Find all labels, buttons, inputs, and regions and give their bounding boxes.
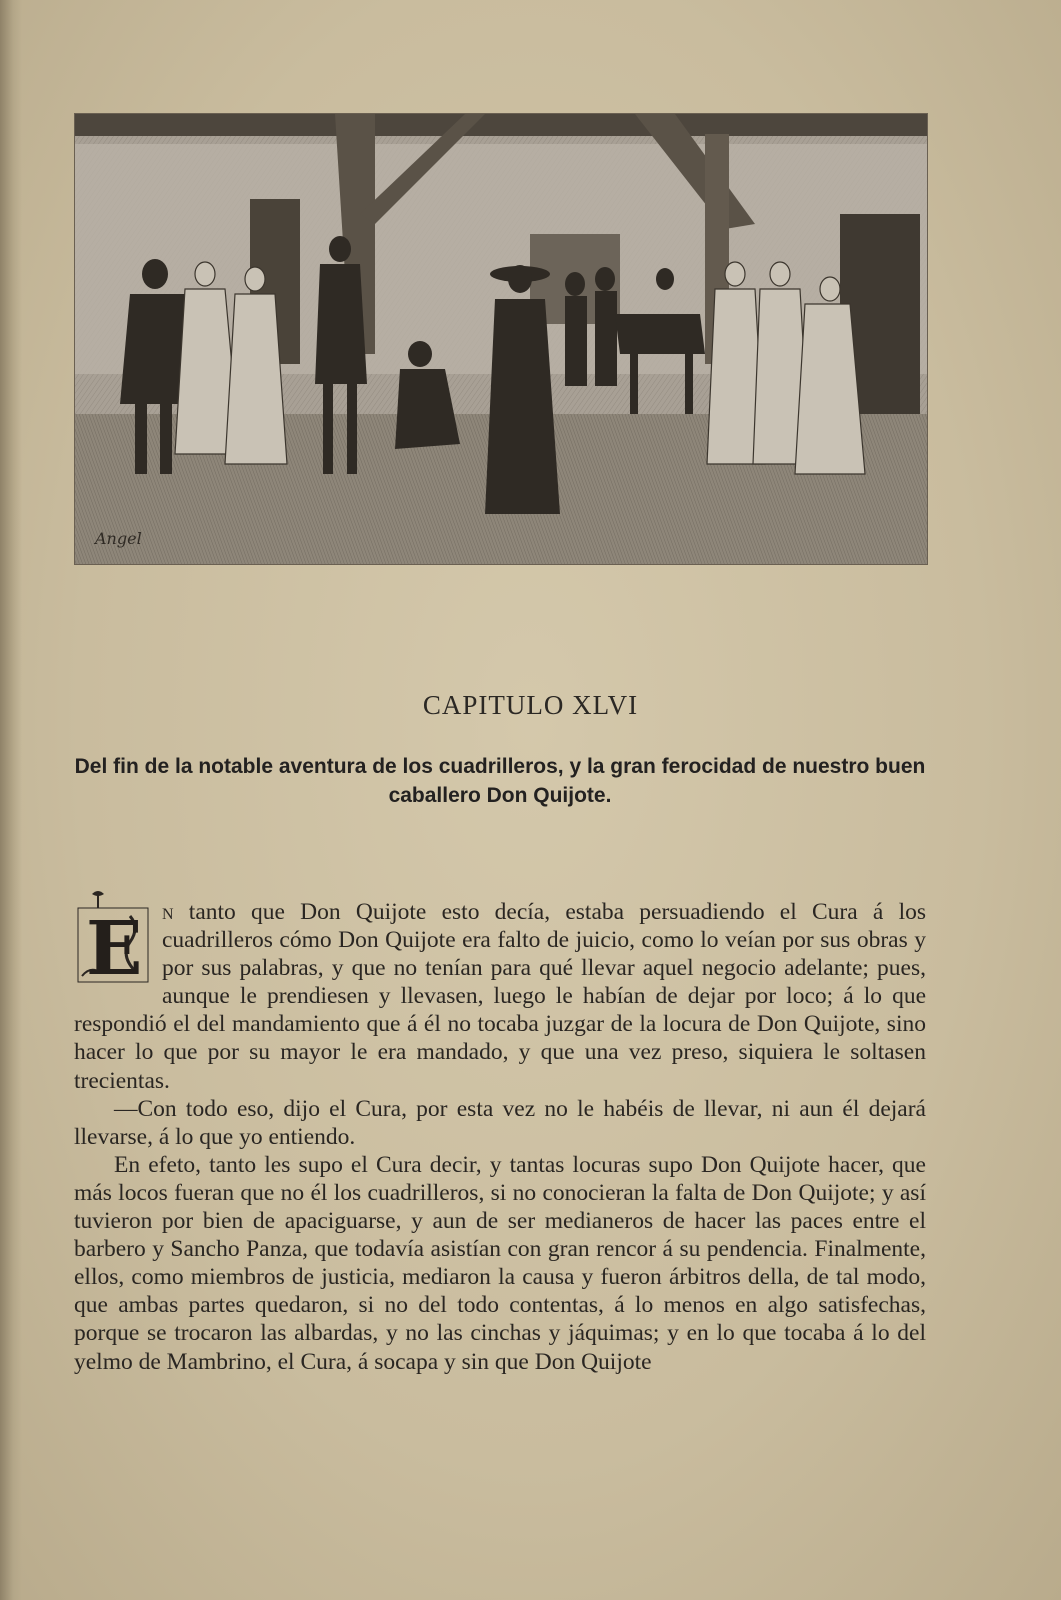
- page-gutter-shadow: [0, 0, 22, 1600]
- drop-cap-letter: E: [86, 906, 143, 988]
- chapter-illustration: [74, 113, 928, 565]
- chapter-body: [74, 898, 926, 1376]
- first-word-rest: n: [162, 899, 174, 925]
- paragraph-2: —Con todo eso, dijo el Cura, por esta vez no le habéis de llevar, ni aun él dejará llevarse, á lo que yo entiendo.: [74, 1095, 926, 1150]
- engraving-image: [75, 114, 927, 564]
- paragraph-3: En efeto, tanto les supo el Cura decir, y tantas locuras supo Don Quijote hacer, que más locos fueran que no él los cuadrilleros, si no conocieran la falta de Don Quijote; y así tuvieron por bien de apaciguarse, y aun de ser medianeros de hacer las paces entre el barbero y Sancho Panza, que todavía asistían con gran rencor á su pendencia. Finalmente, ellos, como miembros de justicia, mediaron la causa y fueron árbitros della, de tal modo, que ambas partes quedaron, si no del todo contentas, á lo menos en algo satisfechas, porque se trocaron las albardas, y no las cinchas y jáquimas; y en lo que tocaba á lo del yelmo de Mambrino, el Cura, á socapa y sin que Don Quijote: [74, 1151, 926, 1375]
- paragraph-1: [74, 898, 926, 1095]
- decorative-initial-e-icon: [72, 886, 154, 988]
- engraver-signature: Angel: [95, 529, 142, 548]
- chapter-subtitle: Del fin de la notable aventura de los cuadrilleros, y la gran ferocidad de nuestro buen caballero Don Quijote.: [74, 755, 926, 807]
- chapter-heading: CAPITULO XLVI: [422, 690, 639, 720]
- paragraph-1-text: tanto que Don Quijote esto decía, estaba persuadiendo el Cura á los cuadrilleros cómo Don Quijote era falto de juicio, como lo veían por sus obras y por sus palabras, y que no tenían para qué llevar aquel negocio adelante; pues, aunque le prendiesen y llevasen, luego le habían de dejar por loco; á lo que respondió el del mandamiento que á él no tocaba juzgar de la locura de Don Quijote, sino hacer lo que por su mayor le era mandado, y que una vez preso, siquiera le soltasen trecientas.: [74, 899, 926, 1094]
